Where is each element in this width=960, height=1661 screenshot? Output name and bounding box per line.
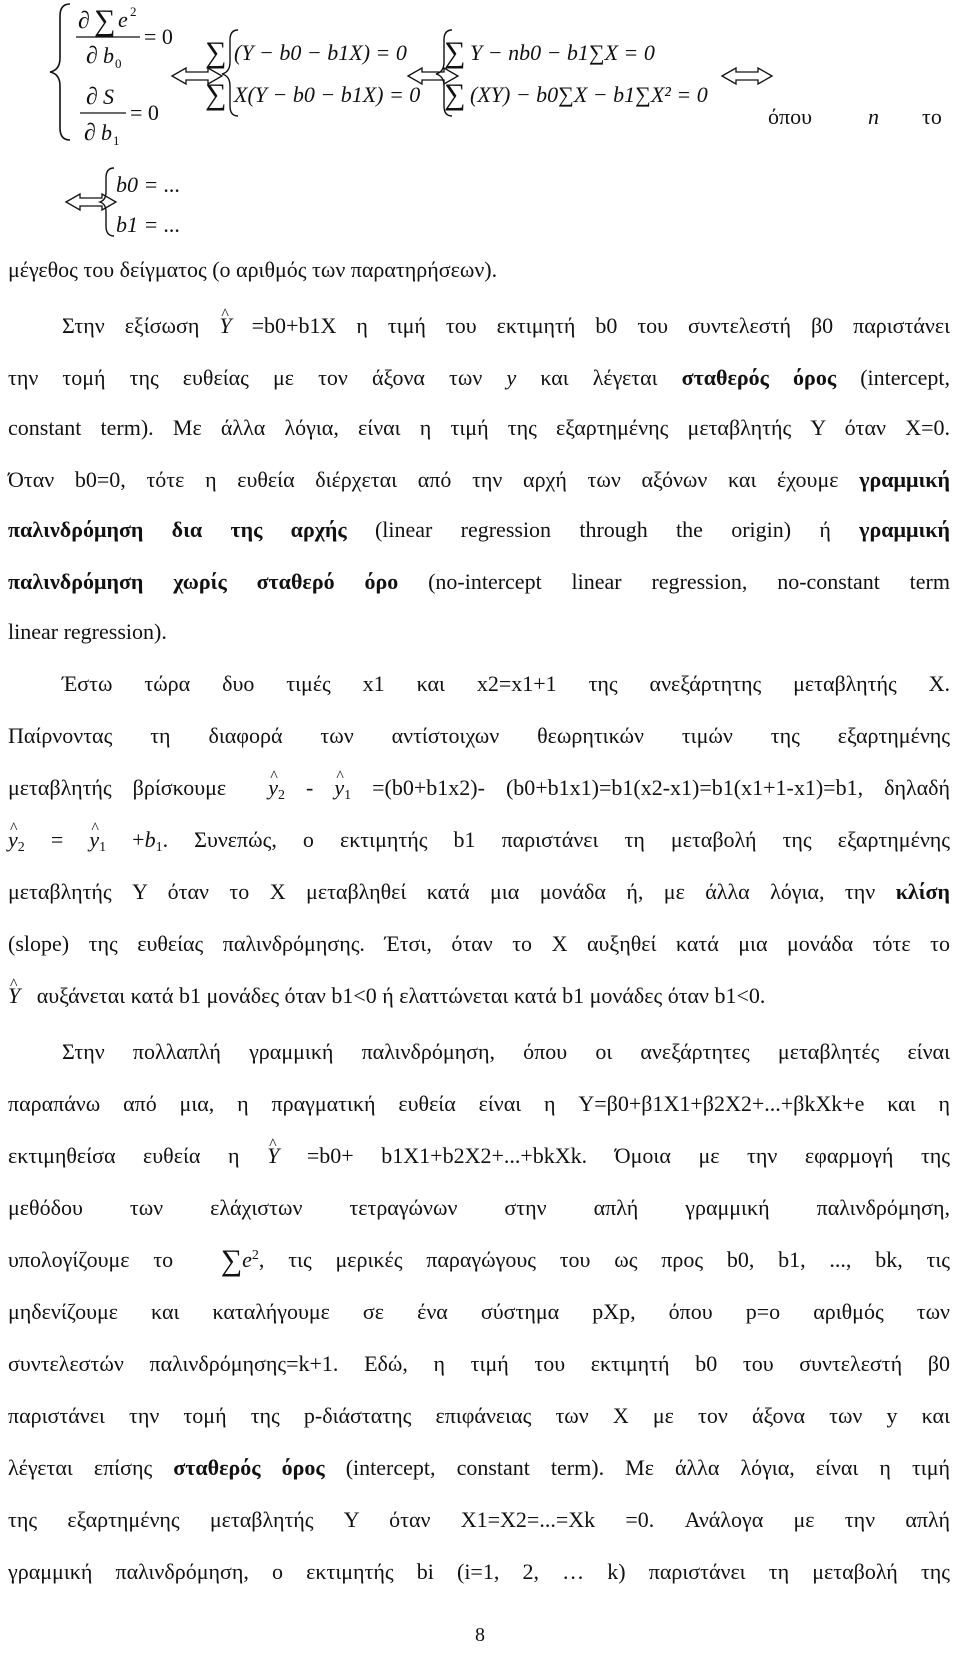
y-hat-symbol: ^ Y: [8, 982, 20, 1010]
text-line: ^ $y_2$ = ^ $y_1 +b_1$. Συνεπώς, ο εκτιμητής b1 παριστάνει τη μεταβολή της εξαρτημένης: [8, 826, 950, 854]
to-word: το: [922, 104, 942, 129]
eq-zero-2: = 0: [130, 100, 159, 125]
partial-sign-b1: ∂: [84, 120, 96, 146]
text-line: γραμμική παλινδρόμηση, ο εκτιμητής bi (i=1, 2, … k) παριστάνει τη μεταβολή της: [8, 1559, 950, 1584]
left-brace-4: [100, 168, 114, 236]
sum-sign-3a: ∑: [444, 36, 466, 69]
text-line: μεταβλητής βρίσκουμε ^ $y_2$ - ^ $y_1 =(b0+b1x2)-$ (b0+b1x1)=b1(x2-x1)=b1(x1+1-x1)=b1, δηλαδή: [8, 774, 950, 802]
y-hat-symbol: ^ Y: [219, 312, 231, 340]
S-symbol: S: [103, 84, 114, 109]
text-line: Στην πολλαπλή γραμμική παλινδρόμηση, όπου οι ανεξάρτητες μεταβλητές είναι: [62, 1039, 950, 1064]
sum-sign: ∑: [220, 1244, 243, 1277]
text-line: Στην εξίσωση ^ Y =b0+b1X η τιμή του εκτιμητή b0 του συντελεστή β0 παριστάνει: [62, 312, 950, 340]
system2-row1: (Y − b0 − b1X) = 0: [234, 40, 407, 65]
b1-sub: 1: [113, 133, 120, 148]
sum-sign-2b: ∑: [205, 78, 227, 111]
text-line: linear regression).: [8, 619, 167, 644]
residual-e: e: [118, 7, 128, 32]
text-line: της εξαρτημένης μεταβλητής Y όταν X1=X2=...=Xk =0. Ανάλογα με την απλή: [8, 1507, 950, 1532]
b1-denominator: b: [101, 120, 112, 145]
equivalence-arrow-icon-3: [722, 68, 772, 84]
text-line: παριστάνει την τομή της p-διάστατης επιφάνειας των X με τον άξονα των y και: [8, 1403, 950, 1428]
text-line: λέγεται επίσης σταθερός όρος (intercept, constant term). Με άλλα λόγια, είναι η τιμή: [8, 1455, 951, 1480]
system3-row1: Y − nb0 − b1∑X = 0: [470, 40, 655, 65]
system2-row2: X(Y − b0 − b1X) = 0: [234, 82, 421, 107]
text-line: μηδενίζουμε και καταλήγουμε σε ένα σύστημα pXp, όπου p=ο αριθμός των: [8, 1299, 950, 1324]
y1-hat-symbol: ^ y: [89, 826, 99, 854]
solution-b1: b1 = ...: [116, 212, 181, 237]
where-word: όπου: [768, 104, 812, 129]
square-exp: 2: [130, 4, 137, 19]
y-hat-symbol: ^ Y: [267, 1142, 279, 1170]
text-line: constant term). Με άλλα λόγια, είναι η τιμή της εξαρτημένης μεταβλητής Y όταν X=0.: [8, 415, 950, 440]
text-line: παραπάνω από μια, η πραγματική ευθεία είναι η Y=β0+β1X1+β2X2+...+βkXk+e και η: [8, 1091, 950, 1116]
b0-denominator: b: [103, 43, 114, 68]
left-brace: [50, 4, 70, 140]
eq-zero-1: = 0: [144, 24, 173, 49]
y2-hat-symbol: ^ y: [268, 774, 278, 802]
text-line: μεθόδου των ελάχιστων τετραγώνων στην απλή γραμμική παλινδρόμηση,: [8, 1195, 950, 1220]
partial-sign-b0: ∂: [86, 43, 98, 69]
n-variable: n: [868, 104, 879, 129]
text-line: παλινδρόμηση χωρίς σταθερό όρο (no-intercept linear regression, no-constant term: [8, 569, 950, 594]
partial-sign-S: ∂: [86, 84, 98, 110]
text-line: μέγεθος του δείγματος (ο αριθμός των παρατηρήσεων).: [8, 257, 498, 282]
sum-sign: ∑: [94, 4, 116, 37]
text-line: Παίρνοντας τη διαφορά των αντίστοιχων θεωρητικών τιμών της εξαρτημένης: [8, 723, 950, 748]
text-line: (slope) της ευθείας παλινδρόμησης. Έτσι, όταν το X αυξηθεί κατά μια μονάδα τότε το: [8, 931, 950, 956]
text-line: την τομή της ευθείας με τον άξονα των y και λέγεται σταθερός όρος (intercept,: [8, 365, 951, 390]
b0-sub: 0: [115, 56, 122, 71]
text-line: ^ Y αυξάνεται κατά b1 μονάδες όταν b1<0 ή ελαττώνεται κατά b1 μονάδες όταν b1<0.: [8, 982, 950, 1010]
sum-sign-2a: ∑: [205, 36, 227, 69]
solution-b0: b0 = ...: [116, 172, 181, 197]
system3-row2: (XY) − b0∑X − b1∑X² = 0: [470, 82, 708, 107]
text-line: συντελεστών παλινδρόμησης=k+1. Εδώ, η τιμή του εκτιμητή b0 του συντελεστή β0: [8, 1351, 950, 1376]
y2-hat-symbol: ^ y: [8, 826, 18, 854]
text-line: Όταν b0=0, τότε η ευθεία διέρχεται από την αρχή των αξόνων και έχουμε γραμμική: [8, 467, 951, 492]
text-line: Έστω τώρα δυο τιμές x1 και x2=x1+1 της ανεξάρτητης μεταβλητής X.: [62, 671, 950, 696]
partial-sign: ∂: [78, 8, 90, 34]
text-line: υπολογίζουμε το $\sum e^2$, τις μερικές παραγώγους του ως προς b0, b1, ..., bk, τις: [8, 1244, 950, 1277]
page-number: 8: [475, 1624, 485, 1646]
text-line: μεταβλητής Y όταν το X μεταβληθεί κατά μια μονάδα ή, με άλλα λόγια, την κλίση: [8, 879, 950, 904]
normal-equations-block: [0, 0, 960, 250]
text-line: παλινδρόμηση δια της αρχής (linear regression through the origin) ή γραμμική: [8, 517, 950, 542]
y1-hat-symbol: ^ y: [334, 774, 344, 802]
sum-sign-3b: ∑: [444, 78, 466, 111]
equivalence-arrow-icon-4: [66, 194, 116, 210]
text-line: εκτιμηθείσα ευθεία η ^ Y =b0+ b1X1+b2X2+...+bkXk. Όμοια με την εφαρμογή της: [8, 1142, 950, 1170]
